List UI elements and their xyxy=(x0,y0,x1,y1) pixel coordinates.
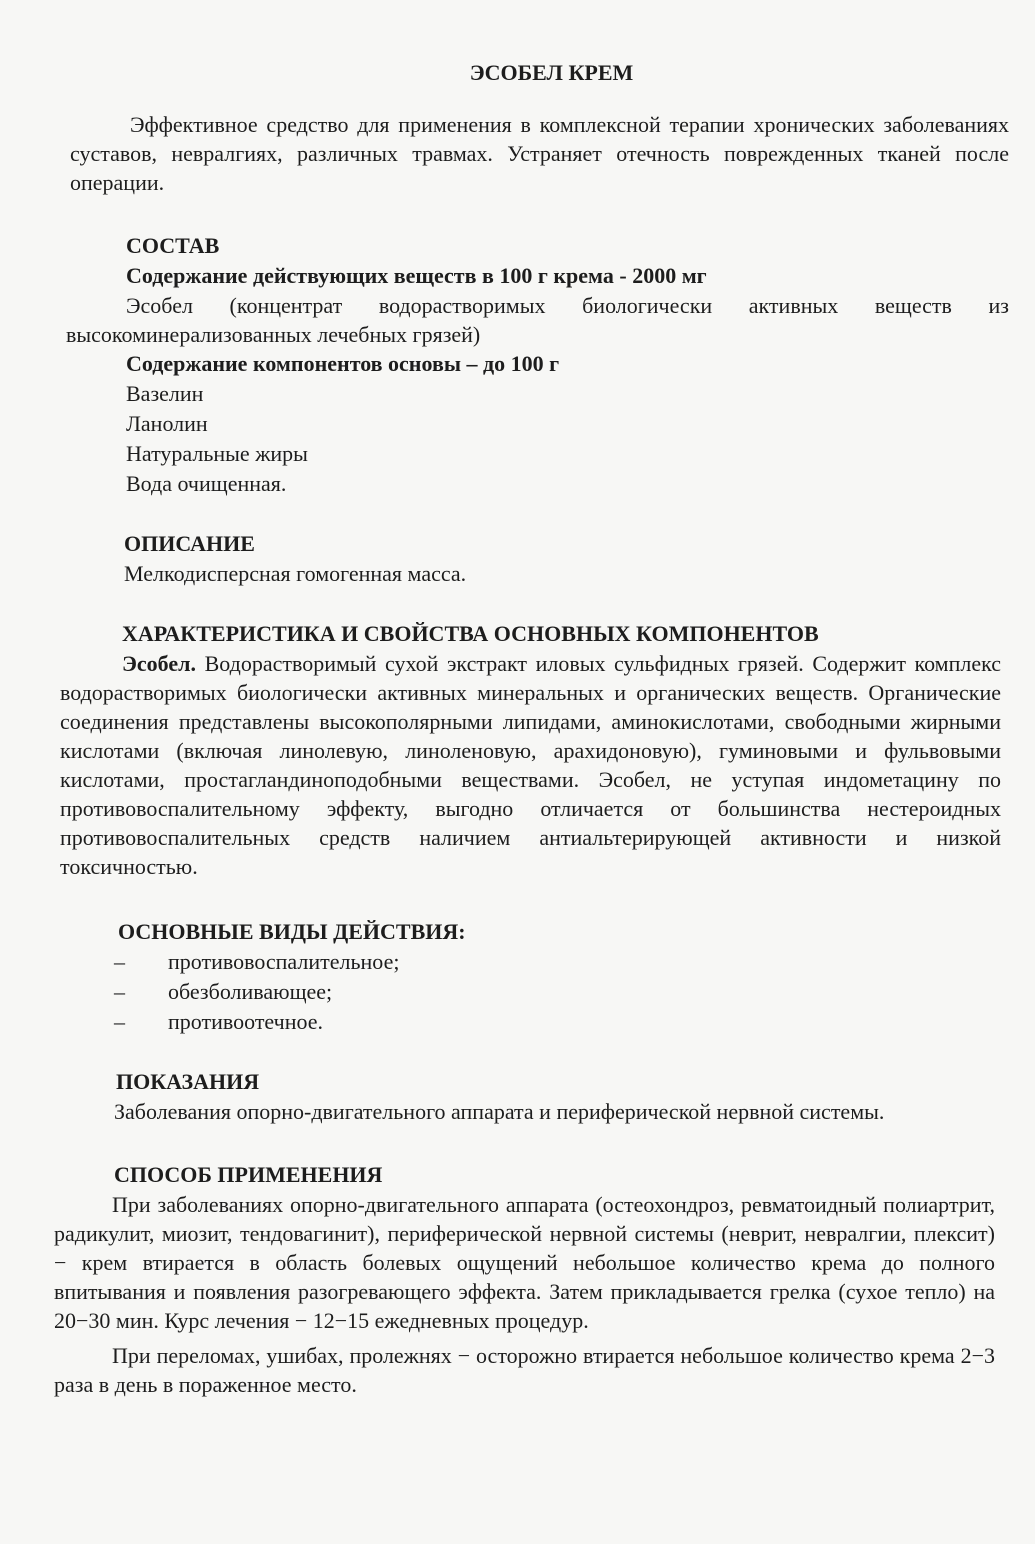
composition-heading: СОСТАВ xyxy=(126,233,220,258)
action-item: обезболивающее; xyxy=(168,979,333,1004)
composition-active-heading: Содержание действующих веществ в 100 г крема - 2000 мг xyxy=(126,263,707,288)
section-indications xyxy=(66,1067,997,1126)
base-item: Ланолин xyxy=(126,411,208,436)
section-usage xyxy=(54,1160,997,1399)
indications-heading: ПОКАЗАНИЯ xyxy=(116,1069,260,1094)
description-heading: ОПИСАНИЕ xyxy=(124,531,255,556)
base-item: Натуральные жиры xyxy=(126,441,308,466)
section-composition xyxy=(66,231,997,291)
document-title: ЭСОБЕЛ КРЕМ xyxy=(469,60,634,85)
base-item: Вода очищенная. xyxy=(126,471,287,496)
list-item xyxy=(114,1007,997,1037)
base-item: Вазелин xyxy=(126,381,204,406)
characteristics-heading: ХАРАКТЕРИСТИКА И СВОЙСТВА ОСНОВНЫХ КОМПОНЕНТОВ xyxy=(122,621,819,646)
intro-paragraph: Эффективное средство для применения в комплексной терапии хронических заболеваниях суставов, невралгиях, различных травмах. Устраняет отечность поврежденных тканей после операции. xyxy=(70,112,1009,195)
composition-active-text: Эсобел (концентрат водорастворимых биологически активных веществ из высокоминерализованных лечебных грязей) xyxy=(66,293,1009,347)
list-item xyxy=(114,947,997,977)
section-composition-base xyxy=(66,349,997,499)
list-dash: – xyxy=(114,979,125,1004)
usage-paragraph-2: При переломах, ушибах, пролежнях − осторожно втирается небольшое количество крема 2−3 раза в день в пораженное место. xyxy=(54,1343,995,1397)
characteristics-text: Водорастворимый сухой экстракт иловых сульфидных грязей. Содержит комплекс водорастворимых биологически активных минеральных и органических веществ. Органические соединения представлены высокополярными липидами, аминокислотами, свободными жирными кислотами (включая линолевую, линоленовую, арахидоновую), гуминовыми и фульвовыми кислотами, простагландиноподобными веществами. Эсобел, не уступая индометацину по противовоспалительному эффекту, выгодно отличается от большинства нестероидных противовоспалительных средств наличием антиальтерирующей активности и низкой токсичностью. xyxy=(60,651,1001,879)
section-characteristics xyxy=(60,619,1001,881)
list-item xyxy=(114,977,997,1007)
actions-list xyxy=(114,947,997,1037)
list-dash: – xyxy=(114,1009,125,1034)
action-item: противоотечное. xyxy=(168,1009,324,1034)
composition-base-heading: Содержание компонентов основы – до 100 г xyxy=(126,351,560,376)
characteristics-paragraph xyxy=(60,649,1001,881)
list-dash: – xyxy=(114,949,125,974)
section-description xyxy=(66,529,997,589)
action-item: противовоспалительное; xyxy=(168,949,400,974)
actions-heading: ОСНОВНЫЕ ВИДЫ ДЕЙСТВИЯ: xyxy=(118,919,466,944)
characteristics-lead: Эсобел. xyxy=(122,651,197,676)
indications-text: Заболевания опорно-двигательного аппарата и периферической нервной системы. xyxy=(114,1099,885,1124)
section-actions xyxy=(66,917,997,1037)
usage-paragraph-1: При заболеваниях опорно-двигательного аппарата (остеохондроз, ревматоидный полиартрит, радикулит, миозит, тендовагинит), периферической нервной системы (неврит, невралгии, плексит) − крем втирается в область болевых ощущений небольшое количество крема до полного впитывания и появления разогревающего эффекта. Затем прикладывается грелка (сухое тепло) на 20−30 мин. Курс лечения − 12−15 ежедневных процедур. xyxy=(54,1192,995,1333)
description-text: Мелкодисперсная гомогенная масса. xyxy=(124,561,467,586)
usage-heading: СПОСОБ ПРИМЕНЕНИЯ xyxy=(114,1162,383,1187)
